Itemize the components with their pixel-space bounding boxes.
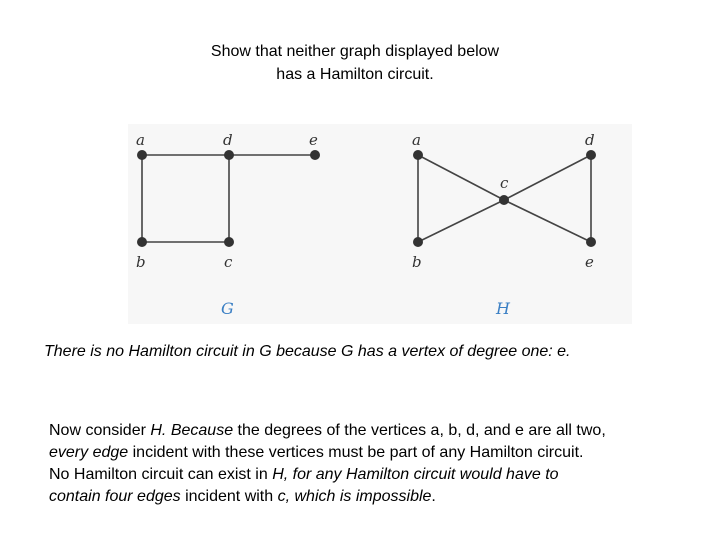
text-span: the degrees of the vertices a, b, d, and e are all two,	[233, 422, 606, 439]
edge-h-c-d	[504, 155, 591, 200]
text-span: .	[431, 488, 436, 505]
paragraph-line-3	[49, 464, 699, 486]
text-span-italic: H, for any Hamilton circuit would have to	[272, 466, 559, 483]
label-g-d: d	[223, 131, 233, 149]
label-g-c: c	[224, 253, 233, 271]
edge-h-a-c	[418, 155, 504, 200]
label-h-c: c	[500, 174, 509, 192]
vertex-g-c	[224, 237, 234, 247]
vertex-h-e	[586, 237, 596, 247]
label-g-b: b	[136, 253, 146, 271]
label-h-e: e	[585, 253, 594, 271]
text-span: No Hamilton circuit can exist in	[49, 466, 273, 483]
paragraph-line-4	[49, 486, 699, 508]
paragraph-graph-h	[49, 420, 699, 508]
paragraph-line-2	[49, 442, 699, 464]
text-span: incident with	[180, 488, 278, 505]
vertex-h-b	[413, 237, 423, 247]
title-line-2: has a Hamilton circuit.	[276, 66, 434, 83]
text-span: incident with these vertices must be part of any Hamilton circuit.	[128, 444, 584, 461]
graph-g-edges	[142, 155, 315, 242]
label-h-b: b	[412, 253, 422, 271]
label-h-a: a	[412, 131, 421, 149]
label-g-e: e	[309, 131, 318, 149]
vertex-g-a	[137, 150, 147, 160]
graph-h-vertices	[413, 150, 596, 247]
graph-h-name: H	[496, 299, 510, 318]
slide-title	[0, 40, 710, 86]
title-line-1: Show that neither graph displayed below	[210, 43, 500, 60]
graphs-svg	[128, 124, 632, 324]
vertex-h-a	[413, 150, 423, 160]
paragraph-line-1	[49, 420, 699, 442]
text-span: Now consider	[49, 422, 151, 439]
edge-h-c-b	[418, 200, 504, 242]
text-span-italic: H. Because	[150, 422, 234, 439]
text-span-italic: every edge	[49, 444, 129, 461]
graphs-figure	[128, 124, 632, 324]
vertex-g-e	[310, 150, 320, 160]
vertex-h-c	[499, 195, 509, 205]
text-span-italic: c, which is impossible	[277, 488, 432, 505]
vertex-h-d	[586, 150, 596, 160]
label-h-d: d	[585, 131, 595, 149]
paragraph-graph-g: There is no Hamilton circuit in G because G has a vertex of degree one: e.	[44, 343, 571, 360]
label-g-a: a	[136, 131, 145, 149]
edge-h-c-e	[504, 200, 591, 242]
text-span-italic: contain four edges	[49, 488, 181, 505]
vertex-g-d	[224, 150, 234, 160]
graph-g-name: G	[221, 299, 234, 318]
vertex-g-b	[137, 237, 147, 247]
